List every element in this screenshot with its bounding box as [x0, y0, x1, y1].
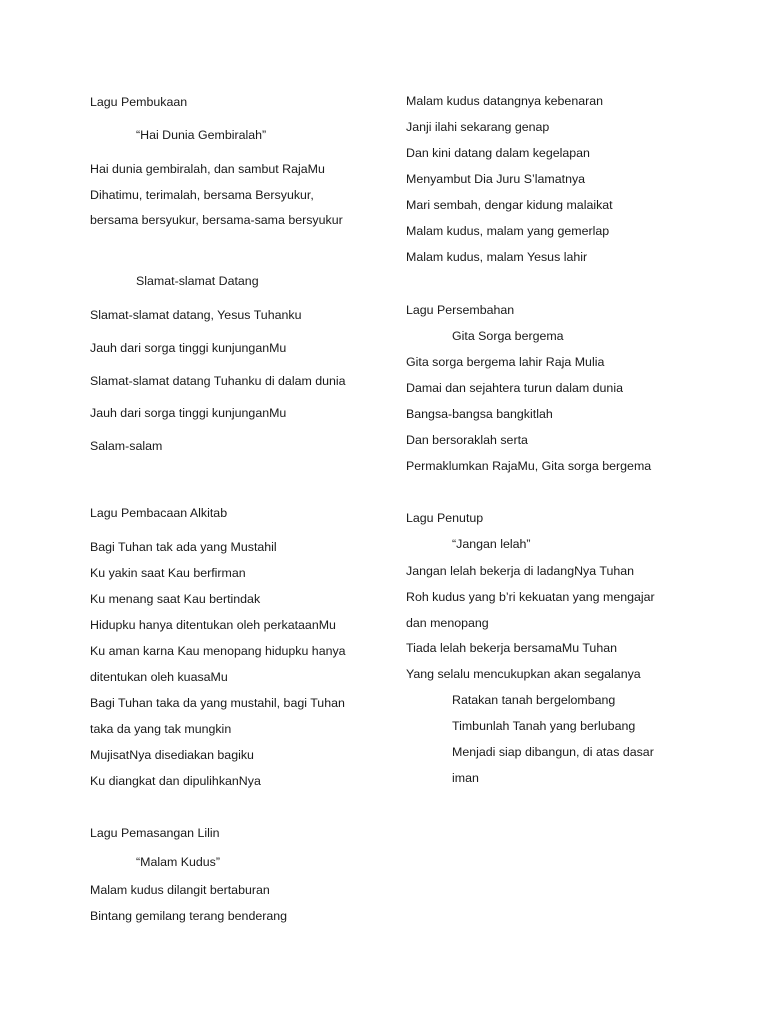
song-title-gita-sorga: Gita Sorga bergema	[452, 329, 564, 343]
lyric-line: Damai dan sejahtera turun dalam dunia	[406, 381, 623, 395]
lyric-line: Permaklumkan RajaMu, Gita sorga bergema	[406, 459, 652, 473]
lyric-line: Hidupku hanya ditentukan oleh perkataanMu	[90, 618, 336, 632]
section-heading-lilin: Lagu Pemasangan Lilin	[90, 826, 220, 840]
lyric-line: Ku yakin saat Kau berfirman	[90, 566, 246, 580]
lyric-line: ditentukan oleh kuasaMu	[90, 670, 228, 684]
lyric-line: Malam kudus datangnya kebenaran	[406, 94, 604, 108]
lyric-line: bersama bersyukur, bersama-sama bersyukur	[90, 213, 343, 227]
song-title-hai-dunia: “Hai Dunia Gembiralah”	[136, 128, 267, 142]
lyric-line: Jangan lelah bekerja di ladangNya Tuhan	[406, 564, 635, 578]
lyric-line: Salam-salam	[90, 439, 163, 453]
song-title-jangan-lelah: “Jangan lelah”	[452, 537, 531, 551]
lyric-line: Malam kudus, malam yang gemerlap	[406, 224, 610, 238]
lyric-line: dan menopang	[406, 616, 489, 630]
section-heading-persembahan: Lagu Persembahan	[406, 303, 515, 317]
lyric-line: Jauh dari sorga tinggi kunjunganMu	[90, 406, 287, 420]
lyric-line: Bagi Tuhan taka da yang mustahil, bagi Tuhan	[90, 696, 345, 710]
lyric-line: Bagi Tuhan tak ada yang Mustahil	[90, 540, 277, 554]
lyric-line: taka da yang tak mungkin	[90, 722, 232, 736]
lyric-line: Ku menang saat Kau bertindak	[90, 592, 261, 606]
lyric-line: Yang selalu mencukupkan akan segalanya	[406, 667, 641, 681]
lyric-line: Tiada lelah bekerja bersamaMu Tuhan	[406, 641, 617, 655]
lyric-line: Janji ilahi sekarang genap	[406, 120, 550, 134]
section-heading-pembukaan: Lagu Pembukaan	[90, 95, 188, 109]
lyric-line: Dan bersoraklah serta	[406, 433, 528, 447]
lyric-line: Slamat-slamat datang, Yesus Tuhanku	[90, 308, 302, 322]
lyric-line: Jauh dari sorga tinggi kunjunganMu	[90, 341, 287, 355]
lyric-line: Slamat-slamat datang Tuhanku di dalam dunia	[90, 374, 346, 388]
lyric-line: Ku aman karna Kau menopang hidupku hanya	[90, 644, 346, 658]
lyric-line: Gita sorga bergema lahir Raja Mulia	[406, 355, 605, 369]
section-heading-pembacaan: Lagu Pembacaan Alkitab	[90, 506, 228, 520]
lyric-line: Ku diangkat dan dipulihkanNya	[90, 774, 261, 788]
lyric-line-indented: Menjadi siap dibangun, di atas dasar	[452, 745, 654, 759]
section-heading-penutup: Lagu Penutup	[406, 511, 484, 525]
lyric-line: Roh kudus yang b’ri kekuatan yang mengajar	[406, 590, 655, 604]
lyric-line: Menyambut Dia Juru S’lamatnya	[406, 172, 586, 186]
lyric-line-indented: Ratakan tanah bergelombang	[452, 693, 616, 707]
song-title-slamat: Slamat-slamat Datang	[136, 274, 259, 288]
lyric-line: Bangsa-bangsa bangkitlah	[406, 407, 553, 421]
lyric-line: Hai dunia gembiralah, dan sambut RajaMu	[90, 162, 325, 176]
lyric-line-indented: iman	[452, 771, 479, 785]
lyric-line: Mari sembah, dengar kidung malaikat	[406, 198, 613, 212]
lyric-line: Malam kudus, malam Yesus lahir	[406, 250, 588, 264]
lyric-line: Dihatimu, terimalah, bersama Bersyukur,	[90, 188, 314, 202]
lyric-line: MujisatNya disediakan bagiku	[90, 748, 254, 762]
lyric-line: Malam kudus dilangit bertaburan	[90, 883, 270, 897]
lyric-line: Dan kini datang dalam kegelapan	[406, 146, 590, 160]
lyric-line: Bintang gemilang terang benderang	[90, 909, 288, 923]
lyric-line-indented: Timbunlah Tanah yang berlubang	[452, 719, 636, 733]
song-title-malam-kudus: “Malam Kudus”	[136, 855, 221, 869]
